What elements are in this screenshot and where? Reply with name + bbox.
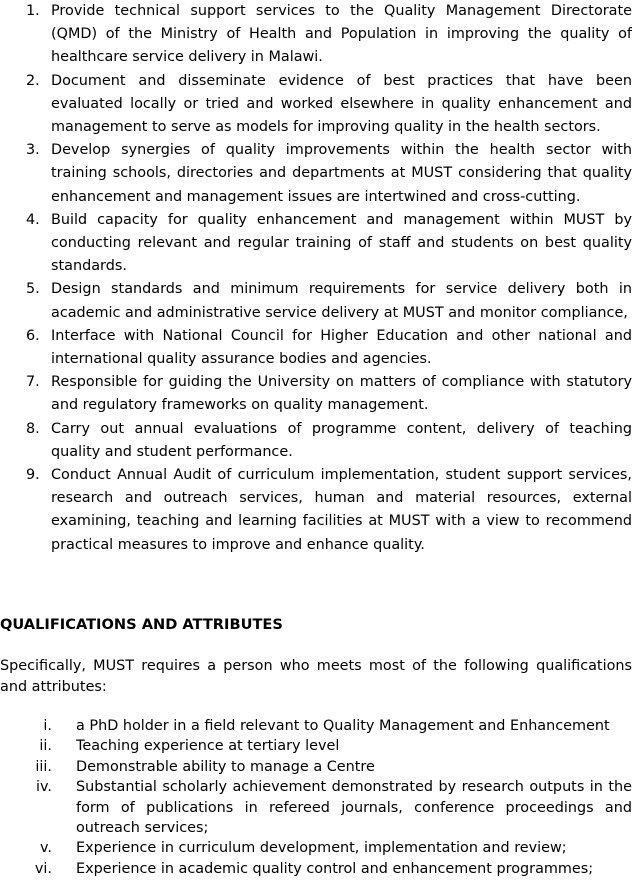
qualifications-list xyxy=(0,716,632,879)
qualification-text: Demonstrable ability to manage a Centre xyxy=(76,758,375,775)
duty-text: Provide technical support services to the Quality Management Directorate (QMD) of the Ministry of Health and Population in improving the quality of healthcare service delivery in Malawi. xyxy=(51,3,632,66)
section-heading: QUALIFICATIONS AND ATTRIBUTES xyxy=(0,616,283,633)
duty-number: 2. xyxy=(26,72,40,89)
qualification-number: ii. xyxy=(39,738,52,755)
duty-text: Design standards and minimum requirements for service delivery both in academic and administrative service delivery at MUST and monitor compliance, xyxy=(51,281,632,321)
duty-item xyxy=(0,464,632,557)
duty-item xyxy=(0,139,632,209)
duty-item xyxy=(0,0,632,70)
qualification-number: iv. xyxy=(36,779,52,796)
qualification-number: iii. xyxy=(35,758,52,775)
duty-number: 3. xyxy=(26,142,40,159)
duty-text: Interface with National Council for Higher Education and other national and international quality assurance bodies and agencies. xyxy=(51,327,632,368)
qualification-text: Substantial scholarly achievement demonstrated by research outputs in the form of publications in refereed journals, conference proceedings and outreach services; xyxy=(76,779,632,837)
duty-text: Build capacity for quality enhancement and management within MUST by conducting relevant and regular training of staff and students on best quality standards. xyxy=(51,211,632,275)
qualification-item xyxy=(0,859,632,879)
duty-item xyxy=(0,70,632,140)
qualification-text: Teaching experience at tertiary level xyxy=(76,738,340,755)
qualification-number: vi. xyxy=(34,860,52,877)
duty-number: 6. xyxy=(26,327,40,344)
qualification-item xyxy=(0,838,632,858)
duty-item xyxy=(0,325,632,371)
qualification-number: v. xyxy=(40,840,52,857)
qualification-item xyxy=(0,757,632,777)
duty-text: Responsible for guiding the University on matters of compliance with statutory and regulatory frameworks on quality management. xyxy=(51,374,632,414)
qualification-item xyxy=(0,736,632,756)
section-intro: Specifically, MUST requires a person who meets most of the following qualifications and attributes: xyxy=(0,658,632,695)
duty-item xyxy=(0,371,632,417)
duty-number: 1. xyxy=(26,3,40,19)
duty-text: Develop synergies of quality improvements within the health sector with training schools, directories and departments at MUST considering that quality enhancement and management issues are intertwined and cross-cutting. xyxy=(51,142,632,205)
duty-text: Conduct Annual Audit of curriculum implementation, student support services, research and outreach services, human and material resources, external examining, teaching and learning facilities at MUST with a view to recommend practical measures to improve and enhance quality. xyxy=(51,467,632,553)
qualification-text: Experience in academic quality control and enhancement programmes; xyxy=(76,860,594,877)
qualification-item xyxy=(0,716,632,736)
qualification-text: a PhD holder in a field relevant to Quality Management and Enhancement xyxy=(76,718,610,734)
duty-item xyxy=(0,209,632,279)
duty-text: Carry out annual evaluations of programme content, delivery of teaching quality and student performance. xyxy=(51,420,632,460)
duty-item xyxy=(0,418,632,464)
duty-text: Document and disseminate evidence of best practices that have been evaluated locally or tried and worked elsewhere in quality enhancement and management to serve as models for improving quality in the health sectors. xyxy=(51,72,632,136)
duty-number: 5. xyxy=(26,281,40,298)
duty-number: 8. xyxy=(26,420,40,437)
qualification-number: i. xyxy=(43,718,52,734)
duty-number: 9. xyxy=(26,467,40,484)
duty-number: 4. xyxy=(26,211,40,228)
qualification-text: Experience in curriculum development, implementation and review; xyxy=(76,840,567,857)
qualification-item xyxy=(0,777,632,838)
duty-item xyxy=(0,278,632,324)
duty-number: 7. xyxy=(26,374,40,391)
